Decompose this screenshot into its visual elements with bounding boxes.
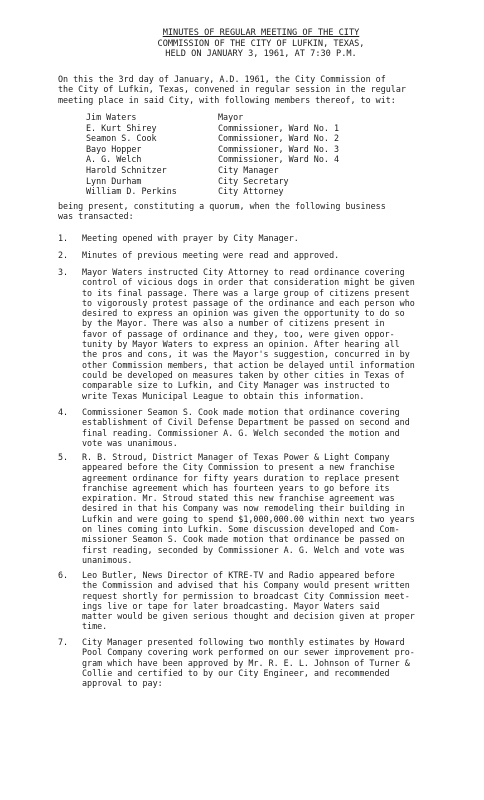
member-role: City Manager	[218, 164, 279, 175]
member-name: Lynn Durham	[86, 175, 142, 186]
agenda-item	[58, 267, 415, 401]
member-role: Commissioner, Ward No. 2	[218, 133, 340, 144]
member-row	[86, 133, 386, 144]
member-name: William D. Perkins	[86, 186, 177, 197]
agenda-item	[58, 407, 410, 448]
intro-paragraph: On this the 3rd day of January, A.D. 1961, the City Commission of the City of Lufkin, Texas, convened in regular session in the regular meeting place in said City, with following members thereof, to wit:	[58, 74, 406, 105]
quorum-paragraph: being present, constituting a quorum, when the following business was transacted:	[58, 201, 386, 222]
member-name: A. G. Welch	[86, 154, 142, 165]
item-number: 7.	[58, 637, 69, 647]
item-text: Commissioner Seamon S. Cook made motion that ordinance covering establishment of Civil Defense Department be passed on second and final reading. Commissioner A. G. Welch seconded the motion and vote was unanimous.	[82, 407, 410, 448]
member-name: Seamon S. Cook	[86, 133, 157, 144]
member-name: E. Kurt Shirey	[86, 122, 157, 133]
member-role: Mayor	[218, 112, 244, 122]
item-number: 2.	[58, 250, 69, 260]
member-row	[86, 144, 386, 155]
member-name: Bayo Hopper	[86, 143, 142, 154]
member-role: City Attorney	[218, 186, 284, 197]
member-row	[86, 186, 386, 197]
item-text: Meeting opened with prayer by City Manager.	[82, 233, 299, 243]
member-row	[86, 112, 386, 123]
member-row	[86, 165, 386, 176]
agenda-item	[58, 570, 415, 632]
item-number: 5.	[58, 452, 69, 462]
document-heading	[136, 28, 386, 60]
members-list	[86, 112, 386, 197]
member-role: Commissioner, Ward No. 1	[218, 122, 340, 133]
item-text: R. B. Stroud, District Manager of Texas Power & Light Company appeared before the City Commission to present a new franchise agreement ordinance for fifty years duration to replace present franchise agreement which has fourteen years to go before its expiration. Mr. Stroud stated this new franchise agreement was desired in that his Company was now remodeling their building in Lufkin and were going to spend $1,000,000.00 within next two years on lines coming into Lufkin. Some discussion developed and Com- missioner Seamon S. Cook made motion that ordinance be passed on first reading, seconded by Commissioner A. G. Welch and vote was unanimous.	[82, 452, 415, 565]
heading-line-2: COMMISSION OF THE CITY OF LUFKIN, TEXAS,	[157, 38, 365, 49]
heading-line-1: MINUTES OF REGULAR MEETING OF THE CITY	[162, 28, 360, 38]
heading-line-3: HELD ON JANUARY 3, 1961, AT 7:30 P.M.	[165, 49, 357, 59]
agenda-item	[58, 637, 415, 688]
member-role: Commissioner, Ward No. 3	[218, 143, 340, 154]
item-text: Leo Butler, News Director of KTRE-TV and Radio appeared before the Commission and advised that his Company would present written request shortly for permission to broadcast City Commission meet- ings live or tape for later broadcasting. Mayor Waters said matter would be given serious thought and decision given at proper time.	[82, 570, 415, 632]
item-text: Mayor Waters instructed City Attorney to read ordinance covering control of vicious dogs in order that consideration might be given to its final passage. There was a large group of citizens present to vigorously protest passage of the ordinance and each person who desired to express an opinion was given the opportunity to do so by the Mayor. There was also a number of citizens present in favor of passage of ordinance and they, too, were given oppor- tunity by Mayor Waters to express an opinion. After hearing all the pros and cons, it was the Mayor's suggestion, concurred in by other Commission members, that action be delayed until information could be developed on measures taken by other cities in Texas of comparable size to Lufkin, and City Manager was instructed to write Texas Municipal League to obtain this information.	[82, 267, 415, 401]
item-number: 3.	[58, 267, 69, 277]
item-number: 1.	[58, 233, 69, 243]
item-number: 6.	[58, 570, 69, 580]
member-role: City Secretary	[218, 175, 289, 186]
member-role: Commissioner, Ward No. 4	[218, 154, 340, 165]
agenda-item	[58, 452, 415, 565]
item-text: Minutes of previous meeting were read and approved.	[82, 250, 340, 260]
member-row	[86, 176, 386, 187]
item-number: 4.	[58, 407, 69, 417]
member-row	[86, 154, 386, 165]
member-row	[86, 123, 386, 134]
agenda-item	[58, 233, 299, 243]
member-name: Jim Waters	[86, 112, 137, 122]
item-text: City Manager presented following two monthly estimates by Howard Pool Company covering work performed on our sewer improvement pro- gram which have been approved by Mr. R. E. L. Johnson of Turner & Collie and certified to by our City Engineer, and recommended approval to pay:	[82, 637, 415, 689]
agenda-item	[58, 250, 339, 260]
member-name: Harold Schnitzer	[86, 164, 167, 175]
